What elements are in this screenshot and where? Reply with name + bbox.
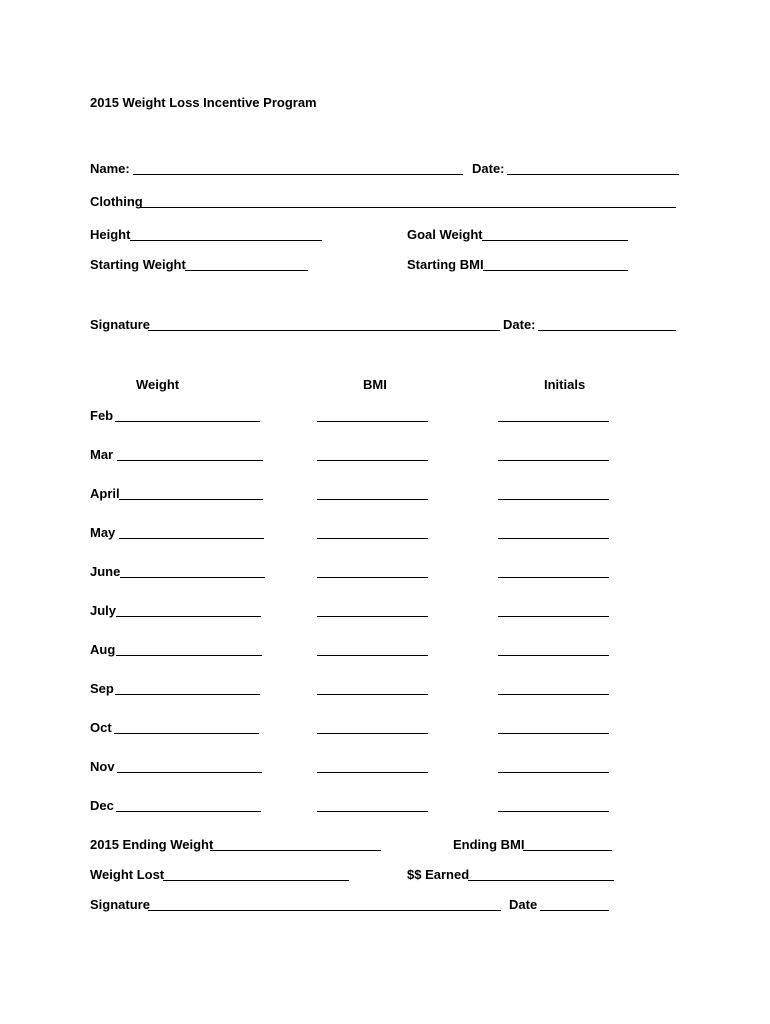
initials-field[interactable]: [498, 616, 609, 617]
ending-weight-label: 2015 Ending Weight: [90, 837, 214, 852]
date-label: Date:: [472, 161, 505, 176]
bmi-field[interactable]: [317, 772, 428, 773]
initials-field[interactable]: [498, 538, 609, 539]
weight-field[interactable]: [117, 460, 263, 461]
weight-field[interactable]: [119, 538, 264, 539]
starting-bmi-field[interactable]: [483, 270, 628, 271]
goal-weight-field[interactable]: [482, 240, 628, 241]
final-date-label: Date: [509, 897, 538, 912]
final-date-field[interactable]: [540, 910, 609, 911]
weight-field[interactable]: [117, 772, 262, 773]
month-label: Oct: [90, 720, 112, 735]
bmi-field[interactable]: [317, 577, 428, 578]
clothing-label: Clothing: [90, 194, 143, 209]
height-label: Height: [90, 227, 131, 242]
weight-field[interactable]: [119, 499, 263, 500]
clothing-field[interactable]: [139, 207, 676, 208]
column-header-bmi: BMI: [363, 377, 387, 392]
bmi-field[interactable]: [317, 616, 428, 617]
month-label: June: [90, 564, 121, 579]
earned-field[interactable]: [468, 880, 614, 881]
starting-weight-field[interactable]: [185, 270, 308, 271]
bmi-field[interactable]: [317, 538, 428, 539]
bmi-field[interactable]: [317, 460, 428, 461]
bmi-field[interactable]: [317, 421, 428, 422]
weight-field[interactable]: [115, 421, 260, 422]
bmi-field[interactable]: [317, 733, 428, 734]
starting-weight-label: Starting Weight: [90, 257, 186, 272]
month-label: May: [90, 525, 116, 540]
name-field[interactable]: [133, 174, 463, 175]
initials-field[interactable]: [498, 421, 609, 422]
ending-bmi-field[interactable]: [523, 850, 612, 851]
bmi-field[interactable]: [317, 811, 428, 812]
column-header-initials: Initials: [544, 377, 586, 392]
ending-weight-field[interactable]: [210, 850, 381, 851]
weight-field[interactable]: [116, 616, 261, 617]
month-label: Feb: [90, 408, 114, 423]
column-header-weight: Weight: [136, 377, 180, 392]
month-label: Mar: [90, 447, 114, 462]
signature-label: Signature: [90, 317, 150, 332]
height-field[interactable]: [130, 240, 322, 241]
initials-field[interactable]: [498, 811, 609, 812]
bmi-field[interactable]: [317, 499, 428, 500]
initials-field[interactable]: [498, 655, 609, 656]
month-label: Aug: [90, 642, 116, 657]
weight-field[interactable]: [116, 655, 262, 656]
weight-field[interactable]: [114, 733, 259, 734]
form-title: 2015 Weight Loss Incentive Program: [90, 95, 317, 110]
earned-label: $$ Earned: [407, 867, 470, 882]
goal-weight-label: Goal Weight: [407, 227, 483, 242]
signature-date-field[interactable]: [538, 330, 676, 331]
name-label: Name:: [90, 161, 130, 176]
initials-field[interactable]: [498, 499, 609, 500]
initials-field[interactable]: [498, 694, 609, 695]
final-signature-field[interactable]: [148, 910, 501, 911]
month-label: Nov: [90, 759, 115, 774]
month-label: April: [90, 486, 120, 501]
bmi-field[interactable]: [317, 655, 428, 656]
signature-date-label: Date:: [503, 317, 536, 332]
initials-field[interactable]: [498, 733, 609, 734]
final-signature-label: Signature: [90, 897, 150, 912]
month-label: July: [90, 603, 117, 618]
weight-lost-label: Weight Lost: [90, 867, 165, 882]
starting-bmi-label: Starting BMI: [407, 257, 484, 272]
month-label: Dec: [90, 798, 114, 813]
month-label: Sep: [90, 681, 114, 696]
date-field[interactable]: [507, 174, 679, 175]
weight-lost-field[interactable]: [163, 880, 349, 881]
weight-field[interactable]: [116, 811, 261, 812]
weight-field[interactable]: [115, 694, 260, 695]
bmi-field[interactable]: [317, 694, 428, 695]
weight-field[interactable]: [120, 577, 265, 578]
initials-field[interactable]: [498, 577, 609, 578]
signature-field[interactable]: [148, 330, 500, 331]
initials-field[interactable]: [498, 772, 609, 773]
initials-field[interactable]: [498, 460, 609, 461]
ending-bmi-label: Ending BMI: [453, 837, 525, 852]
